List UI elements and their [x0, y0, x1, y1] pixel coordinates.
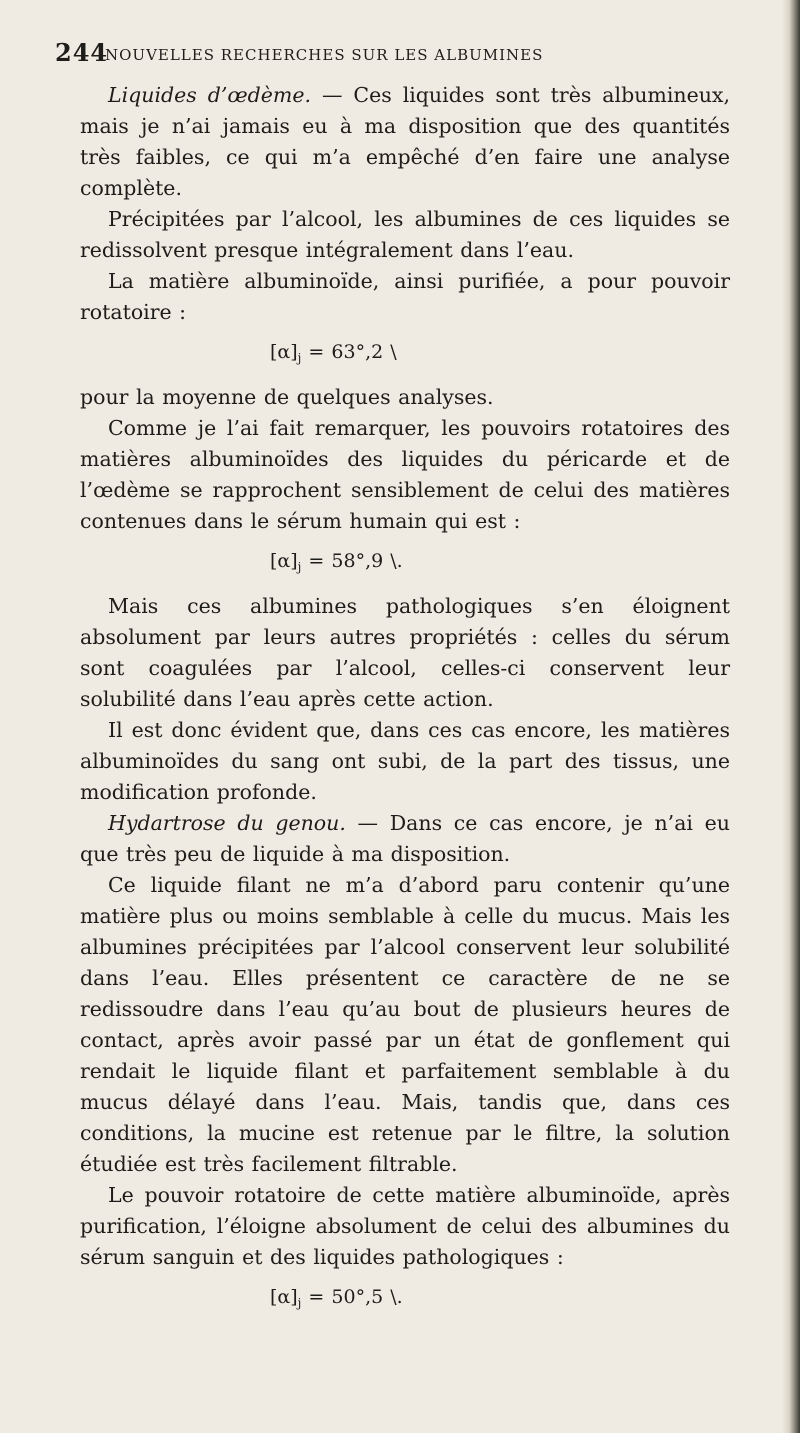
paragraph-liquides-oedeme	[80, 80, 730, 204]
formula-symbol: [α]	[270, 550, 298, 572]
formula-value: = 63°,2 \	[301, 341, 397, 363]
formula-symbol: [α]	[270, 341, 298, 363]
formula-value: = 58°,9 \.	[301, 550, 403, 572]
paragraph-hydartrose	[80, 808, 730, 870]
page-edge-shadow	[782, 0, 800, 1433]
paragraph: Le pouvoir rotatoire de cette matière albuminoïde, après purification, l’éloigne absolument de celui des albumines du sérum sanguin et des liquides pathologiques :	[80, 1183, 730, 1269]
formula-rotatory-power-1	[80, 336, 730, 374]
formula-rotatory-power-3	[80, 1281, 730, 1319]
paragraph-text: — Dans ce cas encore, je n’ai eu que très peu de liquide à ma disposition.	[80, 811, 730, 866]
formula-subscript: j	[297, 560, 302, 574]
body-text	[80, 80, 730, 1327]
section-lead-hydartrose: Hydartrose du genou.	[108, 811, 346, 835]
paragraph: Comme je l’ai fait remarquer, les pouvoirs rotatoires des matières albuminoïdes des liquides du péricarde et de l’œdème se rapprochent sensiblement de celui des matières contenues dans le sérum humain qui est :	[80, 416, 730, 533]
formula-subscript: j	[297, 1296, 302, 1310]
formula-value: = 50°,5 \.	[301, 1286, 403, 1308]
formula-symbol: [α]	[270, 1286, 298, 1308]
paragraph: Il est donc évident que, dans ces cas encore, les matières albuminoïdes du sang ont subi, de la part des tissus, une modification profonde.	[80, 718, 730, 804]
formula-rotatory-power-2	[80, 545, 730, 583]
section-lead-oedeme: Liquides d’œdème.	[108, 83, 312, 107]
paragraph: pour la moyenne de quelques analyses.	[80, 385, 494, 409]
paragraph-text: — Ces liquides sont très albumineux, mais je n’ai jamais eu à ma disposition que des quantités très faibles, ce qui m’a empêché d’en faire une analyse complète.	[80, 83, 731, 200]
formula-subscript: j	[297, 351, 302, 365]
paragraph: Ce liquide filant ne m’a d’abord paru contenir qu’une matière plus ou moins semblable à celle du mucus. Mais les albumines précipitées par l’alcool conservent leur solubilité dans l’eau. Elles présentent ce caractère de ne se redissoudre dans l’eau qu’au bout de plusieurs heures de contact, après avoir passé par un état de gonflement qui rendait le liquide filant et parfaitement semblable à du mucus délayé dans l’eau. Mais, tandis que, dans ces conditions, la mucine est retenue par le filtre, la solution étudiée est très facilement filtrable.	[80, 873, 730, 1176]
page-header	[55, 38, 675, 72]
running-title: NOUVELLES RECHERCHES SUR LES ALBUMINES	[105, 46, 544, 64]
page-number: 244	[55, 38, 109, 67]
paragraph: Précipitées par l’alcool, les albumines de ces liquides se redissolvent presque intégralement dans l’eau.	[80, 207, 730, 262]
paragraph: La matière albuminoïde, ainsi purifiée, a pour pouvoir rotatoire :	[80, 269, 730, 324]
paragraph: Mais ces albumines pathologiques s’en éloignent absolument par leurs autres propriétés : celles du sérum sont coagulées par l’alcool, celles-ci conservent leur solubilité dans l’eau après cette action.	[80, 594, 730, 711]
